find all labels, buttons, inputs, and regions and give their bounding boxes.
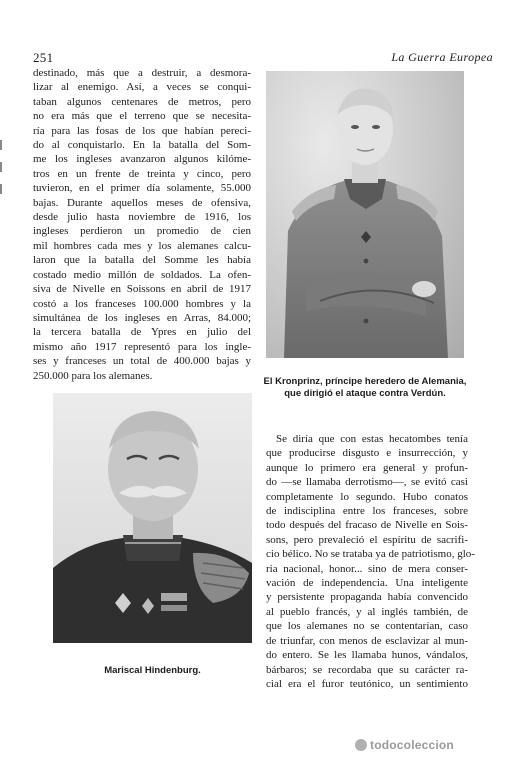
text-line: al pueblo francés, y al inglés también, de — [266, 605, 468, 618]
text-line: bárbaros; se recordaba que su carácter ra- — [266, 663, 468, 676]
text-line: de indisciplina entre los franceses, sobre — [266, 505, 468, 518]
running-title: La Guerra Europea — [391, 50, 493, 64]
text-line: tuvieron, en el primer día solamente, 55.000 — [33, 182, 251, 195]
text-line: la tercera batalla de Ypres en julio del — [33, 326, 251, 339]
text-line: ria nacional, honor... sino de mera conser- — [266, 562, 468, 575]
text-line: desde julio hasta noviembre de 1916, los — [33, 211, 251, 224]
text-line: costó a los franceses 100.000 hombres y la — [33, 297, 251, 310]
text-line: taban algunos centenares de metros, pero — [33, 95, 251, 108]
text-line: todo después del fracaso de Nivelle en Sois- — [266, 519, 468, 532]
site-watermark — [355, 738, 454, 752]
text-line: siva de Nivelle en Soissons en abril de 1917 — [33, 283, 251, 296]
caption-line: El Kronprinz, príncipe heredero de Alemania, — [263, 376, 467, 387]
text-line: ses y franceses un total de 400.000 bajas y — [33, 355, 251, 368]
watermark-logo-icon — [355, 739, 367, 751]
kronprinz-caption — [254, 376, 476, 400]
kronprinz-portrait-illustration — [266, 71, 464, 358]
text-line: que los alemanes no se contentarían, caso — [266, 620, 468, 633]
page-number: 251 — [33, 50, 54, 65]
text-line: no era más que el terreno que se necesita- — [33, 110, 251, 123]
text-line: bajas. Durante aquellos meses de ofensiva, — [33, 196, 251, 209]
text-line: completamente lo segundo. Hubo conatos — [266, 490, 468, 503]
binding-marks — [0, 140, 3, 200]
text-line: tros en un frente de treinta y cinco, pero — [33, 167, 251, 180]
watermark-text: todocoleccion — [370, 738, 454, 752]
text-line: sons, pero prevaleció el espíritu de sacrifi- — [266, 533, 468, 546]
hindenburg-photo — [53, 393, 252, 643]
text-line: do al conquistarlo. En la batalla del Som- — [33, 139, 251, 152]
binding-mark — [0, 140, 2, 150]
text-line: costado medio millón de soldados. La ofen- — [33, 268, 251, 281]
text-line: y persistente propaganda había convencido — [266, 591, 468, 604]
text-line: cial era el furor teutónico, un sentimiento — [266, 677, 468, 690]
left-column-text — [33, 66, 251, 383]
text-line: do —se llamaba derrotismo—, se evitó casi — [266, 476, 468, 489]
text-line: aunque lo primero era general y profun- — [266, 461, 468, 474]
right-column-text — [266, 432, 475, 691]
text-line: me los ingleses avanzaron algunos kilóme- — [33, 153, 251, 166]
hindenburg-portrait-illustration — [53, 393, 252, 643]
text-line: lizar al enemigo. Así, a veces se conqui- — [33, 81, 251, 94]
text-line: cio bélico. No se trataba ya de patriotismo, glo- — [266, 548, 475, 561]
text-line: 250.000 para los alemanes. — [33, 369, 153, 382]
text-line: que producirse disgusto e insurrección, y — [266, 447, 468, 460]
text-line: laron que la batalla del Somme les había — [33, 254, 251, 267]
text-line: destinado, más que a destruir, a desmora- — [33, 67, 251, 79]
binding-mark — [0, 184, 2, 194]
text-line: Se diría que con estas hecatombes tenía — [276, 433, 468, 445]
hindenburg-caption: Mariscal Hindenburg. — [104, 665, 201, 676]
text-line: vación de independencia. Una inteligente — [266, 577, 468, 590]
kronprinz-photo — [266, 71, 464, 358]
text-line: simultánea de los ingleses en Arras, 84.000; — [33, 311, 251, 324]
binding-mark — [0, 162, 2, 172]
text-line: mismo año 1917 representó para los ingle- — [33, 340, 251, 353]
text-line: ría para las fosas de los que habían pereci- — [33, 124, 251, 137]
text-line: mil hombres cada mes y los alemanes calcu- — [33, 239, 251, 252]
text-line: do entero. Se les llamaba hunos, vándalos, — [266, 649, 468, 662]
text-line: de triunfar, con menos de esclavizar al mun- — [266, 634, 468, 647]
text-line: ingleses perdieron un promedio de cien — [33, 225, 251, 238]
caption-line: que dirigió el ataque contra Verdún. — [284, 388, 446, 399]
